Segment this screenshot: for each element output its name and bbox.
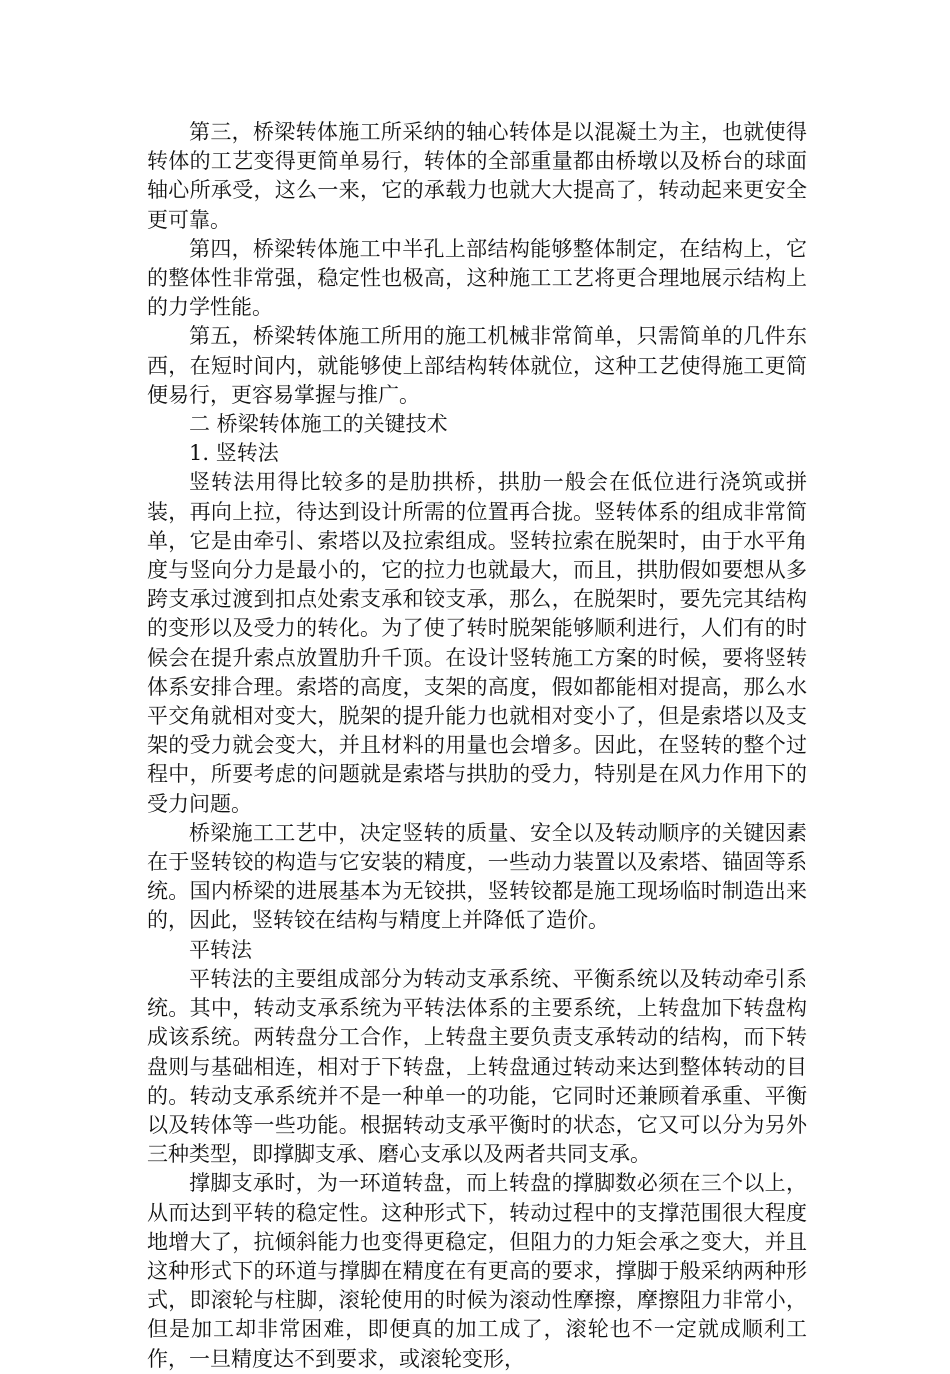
- section-heading-key-techniques: 二 桥梁转体施工的关键技术: [189, 412, 448, 437]
- document-page: [147, 118, 807, 1374]
- paragraph-vertical-hinge: 桥梁施工工艺中，决定竖转的质量、安全以及转动顺序的关键因素在于竖转铰的构造与它安装的精度，一些动力装置以及索塔、锚固等系统。国内桥梁的进展基本为无铰拱，竖转铰都是施工现场临时制造出来的，因此，竖转铰在结构与精度上并降低了造价。: [147, 820, 807, 933]
- paragraph-horizontal-rotation: 平转法的主要组成部分为转动支承系统、平衡系统以及转动牵引系统。其中，转动支承系统为平转法体系的主要系统，上转盘加下转盘构成该系统。两转盘分工合作，上转盘主要负责支承转动的结构，而下转盘则与基础相连，相对于下转盘，上转盘通过转动来达到整体转动的目的。转动支承系统并不是一种单一的功能，它同时还兼顾着承重、平衡以及转体等一些功能。根据转动支承平衡时的状态，它又可以分为另外三种类型，即撑脚支承、磨心支承以及两者共同支承。: [147, 966, 807, 1167]
- paragraph-vertical-rotation: 竖转法用得比较多的是肋拱桥，拱肋一般会在低位进行浇筑或拼装，再向上拉，待达到设计所需的位置再合拢。竖转体系的组成非常简单，它是由牵引、索塔以及拉索组成。竖转拉索在脱架时，由于水平角度与竖向分力是最小的，它的拉力也就最大，而且，拱肋假如要想从多跨支承过渡到扣点处索支承和铰支承，那么，在脱架时，要先完其结构的变形以及受力的转化。为了使了转时脱架能够顺利进行，人们有的时候会在提升索点放置肋升千顶。在设计竖转施工方案的时候，要将竖转体系安排合理。索塔的高度，支架的高度，假如都能相对提高，那么水平交角就相对变大，脱架的提升能力也就相对变小了，但是索塔以及支架的受力就会变大，并且材料的用量也会增多。因此，在竖转的整个过程中，所要考虑的问题就是索塔与拱肋的受力，特别是在风力作用下的受力问题。: [147, 470, 807, 816]
- subheading-horizontal-rotation: 平转法: [189, 937, 252, 962]
- paragraph-fourth-point: 第四，桥梁转体施工中半孔上部结构能够整体制定，在结构上，它的整体性非常强，稳定性也极高，这种施工工艺将更合理地展示结构上的力学性能。: [147, 236, 807, 320]
- subheading-vertical-rotation: 1. 竖转法: [189, 441, 279, 466]
- paragraph-third-point: 第三，桥梁转体施工所采纳的轴心转体是以混凝土为主，也就使得转体的工艺变得更简单易行，转体的全部重量都由桥墩以及桥台的球面轴心所承受，这么一来，它的承载力也就大大提高了，转动起来更安全更可靠。: [147, 120, 807, 232]
- paragraph-support-legs: 撑脚支承时，为一环道转盘，而上转盘的撑脚数必须在三个以上，从而达到平转的稳定性。这种形式下，转动过程中的支撑范围很大程度地增大了，抗倾斜能力也变得更稳定，但阻力的力矩会承之变大，并且这种形式下的环道与撑脚在精度在有更高的要求，撑脚于般采纳两种形式，即滚轮与柱脚，滚轮使用的时候为滚动性摩擦，摩擦阻力非常小，但是加工却非常困难，即便真的加工成了，滚轮也不一定就成顺利工作，一旦精度达不到要求，或滚轮变形，: [147, 1171, 807, 1371]
- paragraph-fifth-point: 第五，桥梁转体施工所用的施工机械非常简单，只需简单的几件东西，在短时间内，就能够使上部结构转体就位，这种工艺使得施工更简便易行，更容易掌握与推广。: [147, 324, 807, 407]
